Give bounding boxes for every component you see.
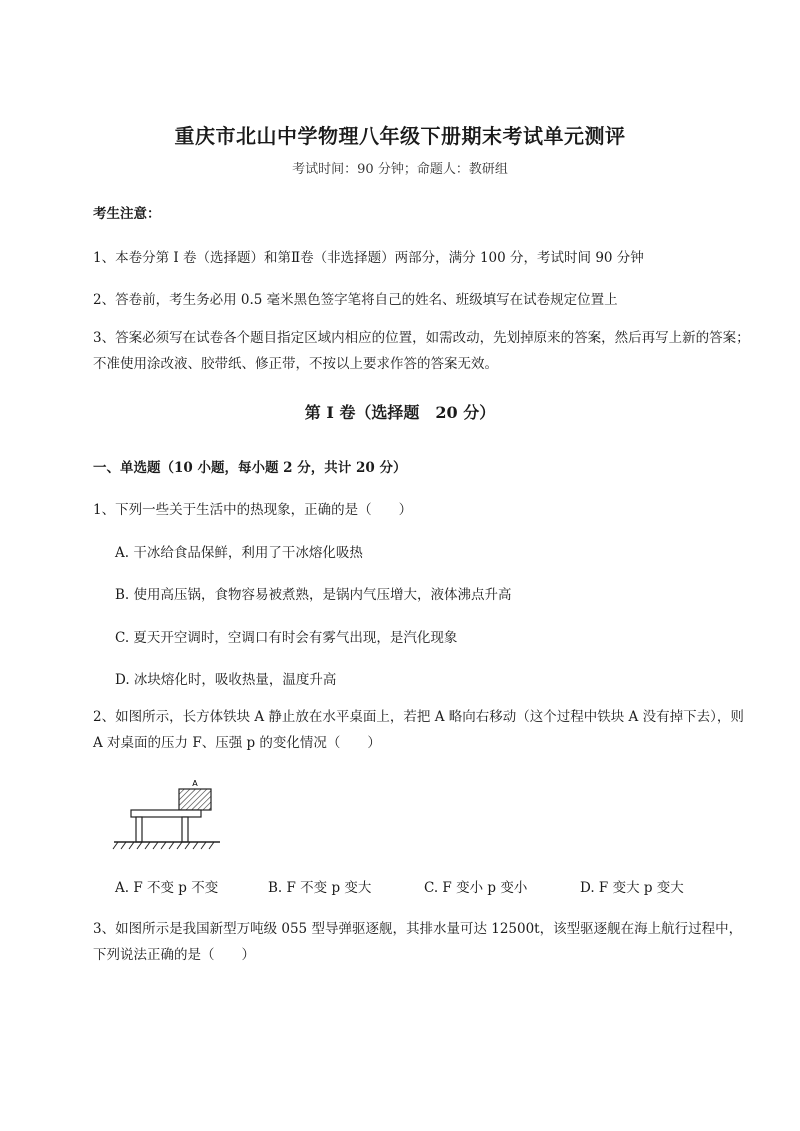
question-1-option-a[interactable]: A. 干冰给食品保鲜，利用了干冰熔化吸热: [115, 545, 363, 561]
exam-info: 考试时间：90 分钟；命题人：教研组: [292, 162, 508, 177]
question-1-option-b[interactable]: B. 使用高压锅，食物容易被煮熟，是锅内气压增大，液体沸点升高: [115, 587, 512, 603]
question-1-option-d[interactable]: D. 冰块熔化时，吸收热量，温度升高: [115, 672, 337, 688]
table-leg-right: [182, 817, 188, 842]
notice-item-2: 2、答卷前，考生务必用 0.5 毫米黑色签字笔将自己的姓名、班级填写在试卷规定位置上: [93, 292, 618, 308]
part-heading: 一、单选题（10 小题，每小题 2 分，共计 20 分）: [93, 460, 407, 476]
block-label: A: [192, 779, 198, 788]
table-block-diagram: [112, 776, 222, 856]
question-2-option-b[interactable]: B. F 不变 p 变大: [268, 880, 372, 896]
question-2-stem: 2、如图所示，长方体铁块 A 静止放在水平桌面上，若把 A 略向右移动（这个过程中铁块 A 没有掉下去），则 A 对桌面的压力 F、压强 p 的变化情况（ ）: [93, 709, 744, 751]
question-1-option-c[interactable]: C. 夏天开空调时，空调口有时会有雾气出现，是汽化现象: [115, 630, 458, 646]
question-2-option-a[interactable]: A. F 不变 p 不变: [115, 880, 219, 896]
question-2-option-d[interactable]: D. F 变大 p 变大: [580, 880, 684, 896]
notice-item-3: 3、答案必须写在试卷各个题目指定区域内相应的位置，如需改动，先划掉原来的答案，然后再写上新的答案；不准使用涂改液、胶带纸、修正带，不按以上要求作答的答案无效。: [93, 330, 750, 372]
table-top: [131, 810, 201, 817]
question-3-stem: 3、如图所示是我国新型万吨级 055 型导弹驱逐舰，其排水量可达 12500t，该型驱逐舰在海上航行过程中，下列说法正确的是（ ）: [93, 921, 743, 963]
question-2-option-c[interactable]: C. F 变小 p 变小: [424, 880, 528, 896]
page-title: 重庆市北山中学物理八年级下册期末考试单元测评: [174, 124, 626, 148]
notice-item-1: 1、本卷分第 I 卷（选择题）和第Ⅱ卷（非选择题）两部分，满分 100 分，考试时间 90 分钟: [93, 250, 644, 266]
section-title: 第 I 卷（选择题 20 分）: [304, 403, 496, 422]
question-1-stem: 1、下列一些关于生活中的热现象，正确的是（ ）: [93, 502, 413, 518]
ground-hatch: [113, 842, 214, 849]
iron-block: [179, 789, 211, 810]
table-leg-left: [136, 817, 142, 842]
notice-heading: 考生注意：: [93, 206, 161, 222]
